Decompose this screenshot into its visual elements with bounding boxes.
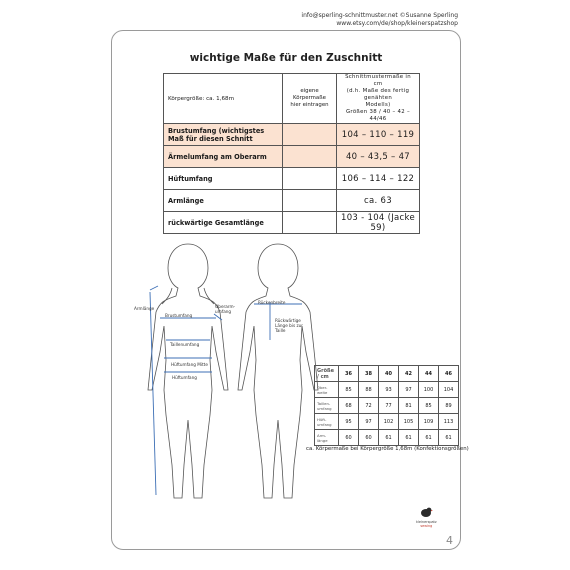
size-header-row: Größe / cm 36 38 40 42 44 46 [315, 366, 459, 382]
table-row: Taillen-umfang 68 72 77 81 85 89 [315, 398, 459, 414]
front-body-outline [148, 244, 228, 498]
back-body-outline [238, 244, 318, 498]
label-rueckenbreite: Rückenbreite [258, 300, 286, 305]
logo-tagline: sewing [420, 524, 433, 528]
row-value: 103 - 104 (Jacke 59) [337, 212, 420, 234]
table-row-aermelumfang [164, 146, 420, 168]
table-row-brustumfang [164, 124, 420, 146]
row-label: Hüftumfang [164, 168, 283, 190]
label-oberarmumfang: Oberarm-umfang [215, 304, 236, 314]
row-value: 40 – 43,5 – 47 [337, 146, 420, 168]
body-height-cell: Körpergröße: ca. 1,68m [164, 74, 283, 124]
own-measurement-entry[interactable] [283, 168, 337, 190]
header-shop-url: www.etsy.com/de/shop/kleinerspatzshop [336, 20, 458, 27]
size-chart-table [314, 365, 459, 446]
table-row: Hüft-umfang 95 97 102 105 109 113 [315, 414, 459, 430]
measurement-table [163, 73, 420, 234]
size-chart-note: ca. Körpermaße bei Körpergröße 1,68m (Konfektionsgrößen) [306, 446, 469, 452]
table-row-gesamtlaenge [164, 212, 420, 234]
label-rueckenlaenge: Rückwärtige Länge bis zur Taille [275, 318, 304, 333]
table-header-row [164, 74, 420, 124]
table-row-hueftumfang [164, 168, 420, 190]
row-label: Armlänge [164, 190, 283, 212]
page-header [301, 12, 458, 28]
sparrow-icon [419, 506, 433, 518]
row-label: rückwärtige Gesamtlänge [164, 212, 283, 234]
label-taillenumfang: Taillenumfang [170, 342, 200, 347]
row-label: Ärmelumfang am Oberarm [164, 146, 283, 168]
header-email: info@sperling-schnittmuster.net ©Susanne Sperling [301, 12, 458, 19]
pattern-measurements-header: Schnittmustermaße in cm (d.h. Maße des fertig genähten Modells) Größen 38 / 40 – 42 – 44/46 [337, 74, 420, 124]
label-hueftumfang: Hüftumfang [172, 375, 197, 380]
body-measurement-figures [130, 240, 330, 510]
row-value: 104 – 110 – 119 [337, 124, 420, 146]
row-value: ca. 63 [337, 190, 420, 212]
own-measurement-entry[interactable] [283, 212, 337, 234]
table-row: Arm-länge 60 60 61 61 61 61 [315, 430, 459, 446]
page-title: wichtige Maße für den Zuschnitt [189, 52, 383, 64]
label-hueftumfang-mitte: Hüftumfang Mitte [171, 362, 208, 367]
page-number: 4 [446, 534, 453, 547]
table-row: Ober-weite 85 88 93 97 100 104 [315, 382, 459, 398]
brand-logo [416, 506, 437, 528]
own-measurement-entry[interactable] [283, 146, 337, 168]
label-armlaenge: Armlänge [134, 306, 155, 311]
logo-name: kleinerspatz [416, 520, 437, 524]
row-label: Brustumfang (wichtigstes Maß für diesen Schnitt [164, 124, 283, 146]
own-measurement-entry[interactable] [283, 124, 337, 146]
label-brustumfang: Brustumfang [165, 313, 193, 318]
row-value: 106 – 114 – 122 [337, 168, 420, 190]
table-row-armlaenge [164, 190, 420, 212]
own-measurement-entry[interactable] [283, 190, 337, 212]
own-measurements-header: eigene Körpermaße hier eintragen [283, 74, 337, 124]
